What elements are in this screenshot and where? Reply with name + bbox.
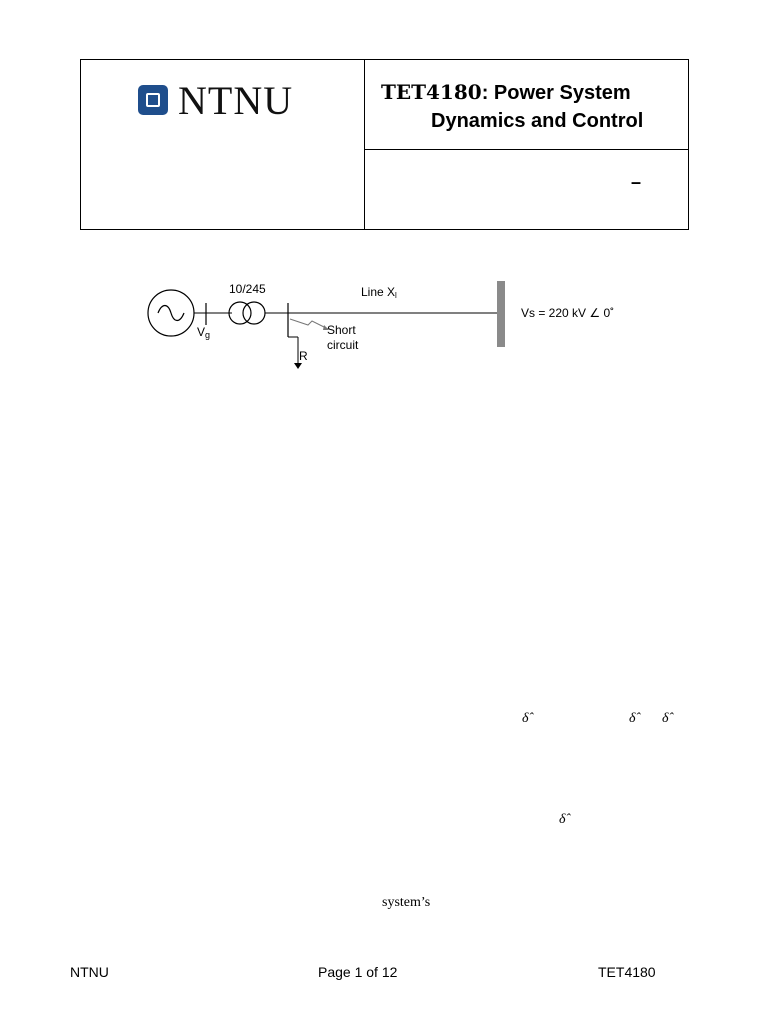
header-dash: – (631, 172, 642, 192)
footer-left: NTNU (70, 964, 109, 980)
generator-voltage-label: Vg (197, 325, 211, 340)
fault-label-line2: circuit (327, 338, 359, 352)
delta-hat-symbol: δ̂ (559, 812, 566, 827)
fault-arrow-icon (290, 319, 328, 329)
ground-arrow-icon (294, 363, 302, 369)
footer-right: TET4180 (598, 964, 656, 980)
footer-page-number: Page 1 of 12 (318, 964, 398, 980)
course-code: TET4180 (381, 80, 482, 104)
course-title-line1: : Power System (481, 82, 631, 104)
transformer-winding-2 (243, 302, 265, 324)
resistor-label: R (299, 349, 308, 363)
course-title-line2: Dynamics and Control (431, 110, 644, 132)
sine-icon (158, 306, 184, 321)
infinite-bus-label: Vs = 220 kV ∠ 0˚ (521, 306, 615, 320)
logo-text: NTNU (178, 77, 294, 123)
delta-hat-symbol: δ̂ (629, 711, 636, 726)
delta-hat-symbol: δ̂ (662, 711, 669, 726)
system-word: system’s (382, 895, 431, 910)
header-title-cell (365, 60, 688, 150)
line-label: Line Xl (361, 285, 397, 300)
single-line-diagram (140, 275, 640, 375)
header-subtitle-cell (365, 150, 688, 229)
infinite-bus (497, 281, 505, 347)
ntnu-logo-icon (138, 85, 168, 115)
header-logo-cell (81, 60, 365, 229)
course-title (381, 78, 681, 135)
fault-label-line1: Short (327, 323, 356, 337)
delta-hat-symbol: δ̂ (522, 711, 529, 726)
transformer-winding-1 (229, 302, 251, 324)
ntnu-logo (138, 77, 294, 123)
transformer-ratio: 10/245 (229, 282, 266, 296)
header-table (80, 59, 689, 230)
